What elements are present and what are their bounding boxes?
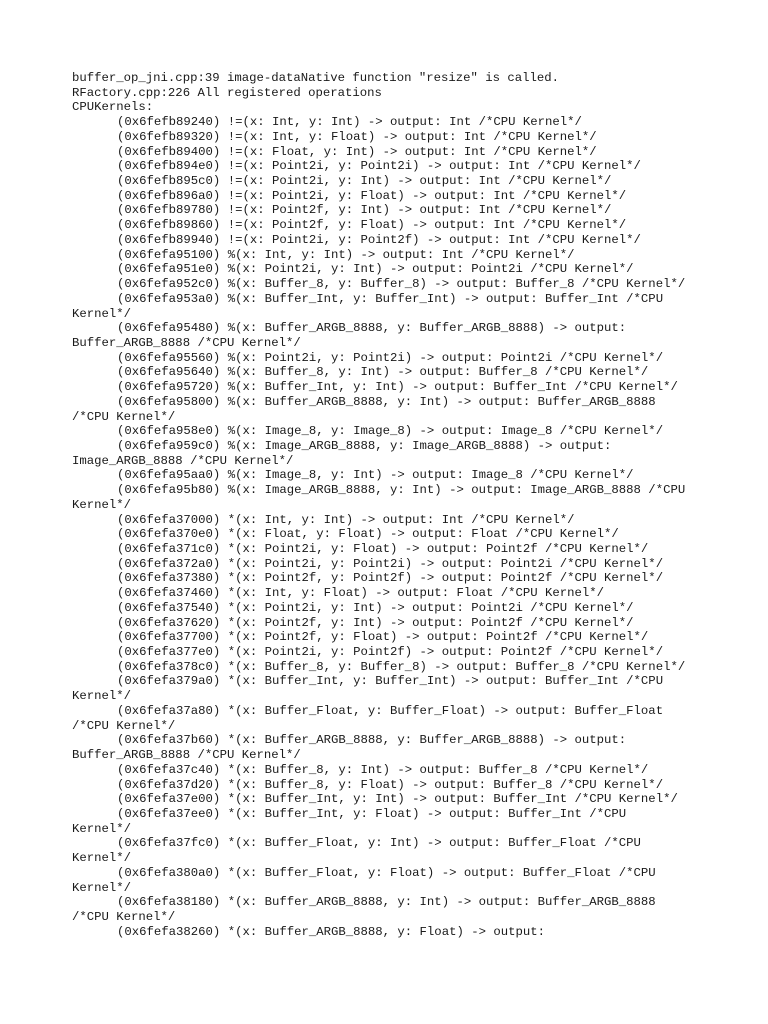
log-line: (0x6fefa370e0) *(x: Float, y: Float) -> output: Float /*CPU Kernel*/ (117, 527, 619, 542)
log-line: (0x6fefa95b80) %(x: Image_ARGB_8888, y: Int) -> output: Image_ARGB_8888 /*CPU (117, 483, 686, 498)
log-line: Buffer_ARGB_8888 /*CPU Kernel*/ (72, 335, 301, 350)
log-line: (0x6fefb89240) !=(x: Int, y: Int) -> output: Int /*CPU Kernel*/ (117, 115, 582, 130)
log-line: (0x6fefb89860) !=(x: Point2f, y: Float) -> output: Int /*CPU Kernel*/ (117, 218, 627, 233)
log-line: (0x6fefa377e0) *(x: Point2i, y: Point2f) -> output: Point2f /*CPU Kernel*/ (117, 645, 664, 660)
log-line: (0x6fefb896a0) !=(x: Point2i, y: Float) -> output: Int /*CPU Kernel*/ (117, 188, 627, 203)
log-line: (0x6fefb89320) !=(x: Int, y: Float) -> output: Int /*CPU Kernel*/ (117, 129, 597, 144)
log-line: (0x6fefa371c0) *(x: Point2i, y: Float) -> output: Point2f /*CPU Kernel*/ (117, 542, 649, 556)
log-line: (0x6fefa380a0) *(x: Buffer_Float, y: Float) -> output: Buffer_Float /*CPU (117, 865, 656, 880)
log-line: (0x6fefa95720) %(x: Buffer_Int, y: Int) -> output: Buffer_Int /*CPU Kernel*/ (117, 380, 678, 395)
log-line: (0x6fefa372a0) *(x: Point2i, y: Point2i) -> output: Point2i /*CPU Kernel*/ (117, 556, 664, 571)
log-line: Buffer_ARGB_8888 /*CPU Kernel*/ (72, 748, 301, 763)
log-line: /*CPU Kernel*/ (72, 409, 176, 424)
log-line: (0x6fefa95560) %(x: Point2i, y: Point2i) -> output: Point2i /*CPU Kernel*/ (117, 350, 664, 365)
log-line: Kernel*/ (72, 880, 132, 895)
log-line: (0x6fefa37ee0) *(x: Buffer_Int, y: Float) -> output: Buffer_Int /*CPU (117, 806, 627, 821)
log-line: (0x6fefa953a0) %(x: Buffer_Int, y: Buffer_Int) -> output: Buffer_Int /*CPU (117, 291, 664, 306)
log-line: (0x6fefa37700) *(x: Point2f, y: Float) -> output: Point2f /*CPU Kernel*/ (117, 630, 649, 645)
log-line: (0x6fefa951e0) %(x: Point2i, y: Int) -> output: Point2i /*CPU Kernel*/ (117, 262, 634, 277)
log-line: (0x6fefa37a80) *(x: Buffer_Float, y: Buffer_Float) -> output: Buffer_Float (117, 703, 664, 718)
log-line: (0x6fefb89780) !=(x: Point2f, y: Int) -> output: Int /*CPU Kernel*/ (117, 203, 612, 218)
log-line: Kernel*/ (72, 821, 132, 836)
log-line: (0x6fefa95640) %(x: Buffer_8, y: Int) -> output: Buffer_8 /*CPU Kernel*/ (117, 365, 649, 380)
log-line: Image_ARGB_8888 /*CPU Kernel*/ (72, 453, 294, 468)
log-line: (0x6fefa95800) %(x: Buffer_ARGB_8888, y: Int) -> output: Buffer_ARGB_8888 (117, 394, 656, 409)
log-line: (0x6fefa37460) *(x: Int, y: Float) -> output: Float /*CPU Kernel*/ (117, 586, 605, 601)
log-line: (0x6fefb89940) !=(x: Point2i, y: Point2f) -> output: Int /*CPU Kernel*/ (117, 232, 641, 247)
log-line: CPUKernels: (72, 100, 154, 115)
log-line: (0x6fefa37d20) *(x: Buffer_8, y: Float) -> output: Buffer_8 /*CPU Kernel*/ (117, 777, 664, 792)
log-line: (0x6fefa958e0) %(x: Image_8, y: Image_8) -> output: Image_8 /*CPU Kernel*/ (117, 424, 664, 439)
log-line: (0x6fefa37000) *(x: Int, y: Int) -> output: Int /*CPU Kernel*/ (117, 512, 575, 527)
log-line: /*CPU Kernel*/ (72, 718, 176, 733)
log-line: (0x6fefa379a0) *(x: Buffer_Int, y: Buffer_Int) -> output: Buffer_Int /*CPU (117, 674, 664, 689)
log-line: (0x6fefa37e00) *(x: Buffer_Int, y: Int) -> output: Buffer_Int /*CPU Kernel*/ (117, 792, 678, 807)
log-line: (0x6fefa37620) *(x: Point2f, y: Int) -> output: Point2f /*CPU Kernel*/ (117, 615, 634, 630)
log-line: (0x6fefa378c0) *(x: Buffer_8, y: Buffer_8) -> output: Buffer_8 /*CPU Kernel*/ (117, 659, 686, 674)
log-line: (0x6fefb894e0) !=(x: Point2i, y: Point2i) -> output: Int /*CPU Kernel*/ (117, 159, 641, 174)
log-line: Kernel*/ (72, 689, 132, 704)
log-line: (0x6fefa952c0) %(x: Buffer_8, y: Buffer_8) -> output: Buffer_8 /*CPU Kernel*/ (117, 277, 686, 292)
log-line: (0x6fefa38180) *(x: Buffer_ARGB_8888, y: Int) -> output: Buffer_ARGB_8888 (117, 895, 656, 910)
log-line: Kernel*/ (72, 851, 132, 866)
log-line: buffer_op_jni.cpp:39 image-dataNative function "resize" is called. (72, 71, 560, 85)
log-line: (0x6fefa95aa0) %(x: Image_8, y: Int) -> output: Image_8 /*CPU Kernel*/ (117, 468, 634, 483)
log-line: (0x6fefa37c40) *(x: Buffer_8, y: Int) -> output: Buffer_8 /*CPU Kernel*/ (117, 762, 649, 777)
log-line: (0x6fefa959c0) %(x: Image_ARGB_8888, y: Image_ARGB_8888) -> output: (117, 438, 612, 453)
log-output (72, 71, 702, 939)
log-line: (0x6fefa95480) %(x: Buffer_ARGB_8888, y: Buffer_ARGB_8888) -> output: (117, 321, 627, 336)
log-line: (0x6fefa37380) *(x: Point2f, y: Point2f) -> output: Point2f /*CPU Kernel*/ (117, 571, 664, 586)
log-line: Kernel*/ (72, 306, 132, 321)
log-line: RFactory.cpp:226 All registered operations (72, 85, 382, 100)
log-line: (0x6fefa38260) *(x: Buffer_ARGB_8888, y: Float) -> output: (117, 924, 546, 939)
log-line: (0x6fefa95100) %(x: Int, y: Int) -> output: Int /*CPU Kernel*/ (117, 247, 575, 262)
log-line: (0x6fefa37b60) *(x: Buffer_ARGB_8888, y: Buffer_ARGB_8888) -> output: (117, 733, 627, 748)
log-line: Kernel*/ (72, 497, 132, 512)
log-line: (0x6fefb895c0) !=(x: Point2i, y: Int) -> output: Int /*CPU Kernel*/ (117, 174, 612, 189)
log-line: (0x6fefa37540) *(x: Point2i, y: Int) -> output: Point2i /*CPU Kernel*/ (117, 600, 634, 615)
log-line: (0x6fefa37fc0) *(x: Buffer_Float, y: Int) -> output: Buffer_Float /*CPU (117, 836, 641, 851)
log-line: (0x6fefb89400) !=(x: Float, y: Int) -> output: Int /*CPU Kernel*/ (117, 144, 597, 159)
log-line: /*CPU Kernel*/ (72, 909, 176, 924)
